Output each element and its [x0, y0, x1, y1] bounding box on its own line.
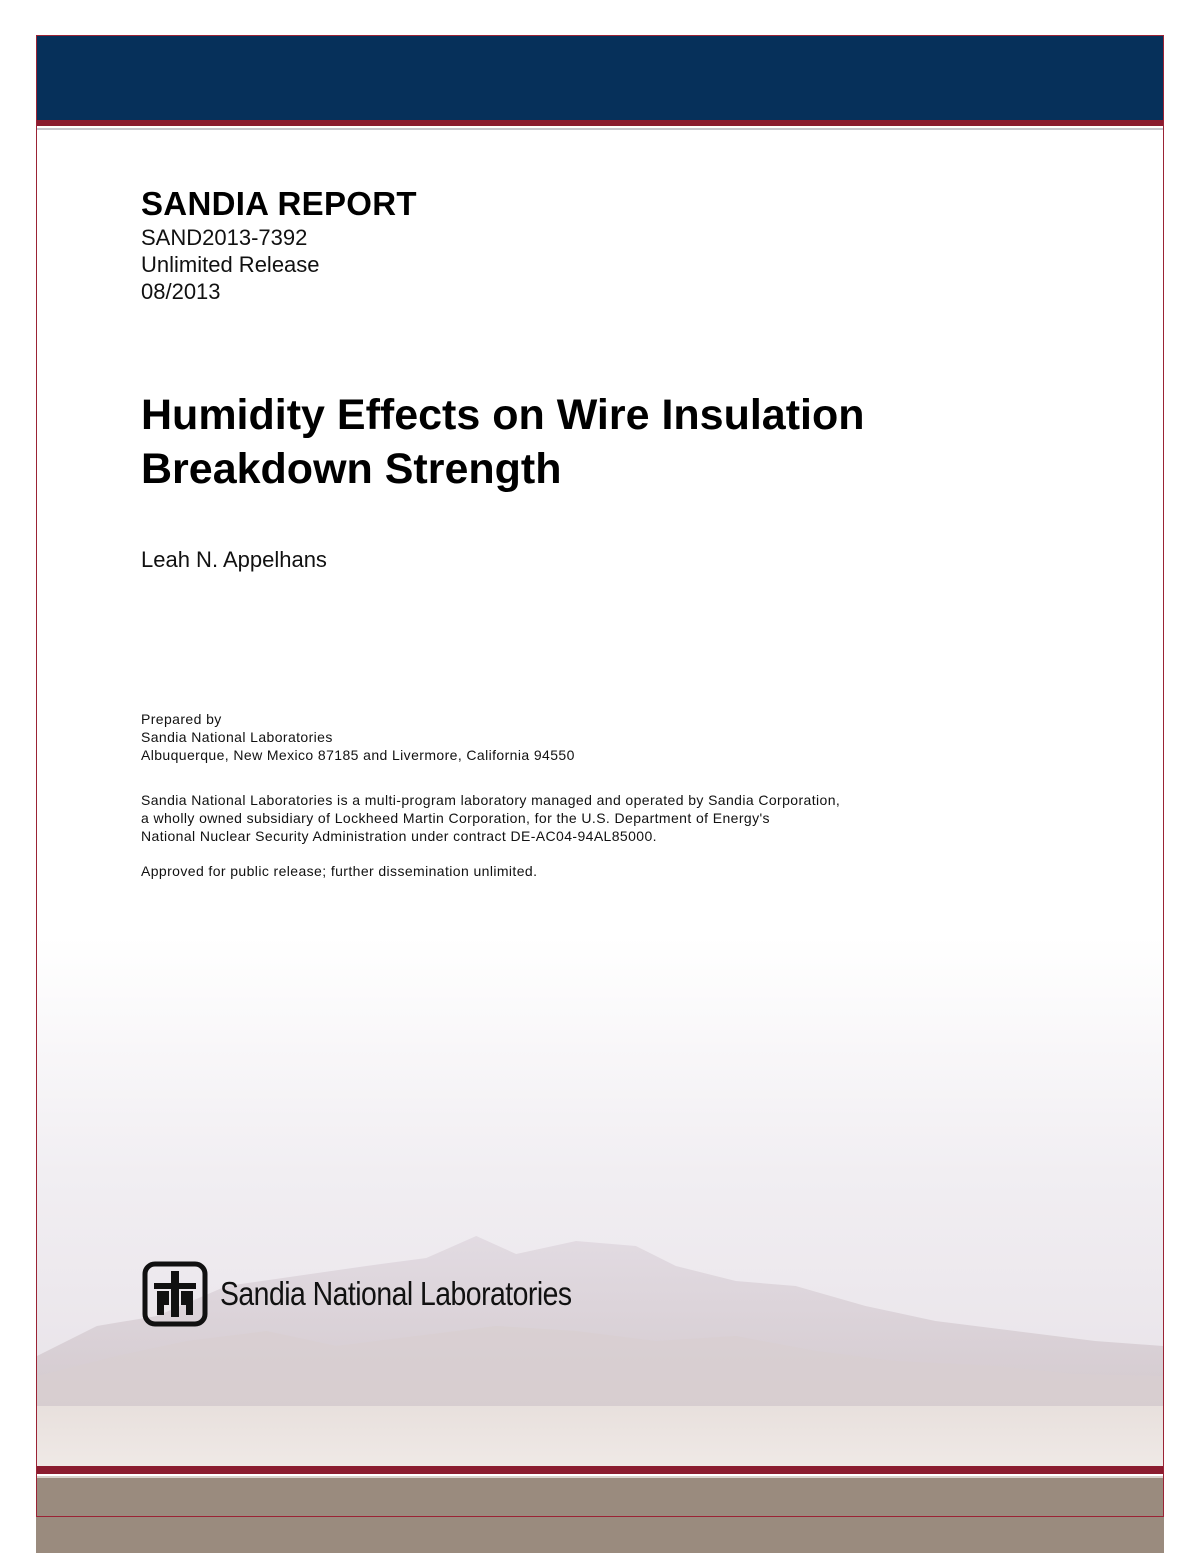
header-band [37, 36, 1163, 120]
header-accent-stripe [37, 120, 1163, 126]
prepared-by-block [141, 710, 575, 764]
author-name: Leah N. Appelhans [141, 547, 327, 572]
footer-accent-stripe [37, 1466, 1163, 1474]
title-line: Humidity Effects on Wire Insulation [141, 391, 865, 439]
about-line: a wholly owned subsidiary of Lockheed Martin Corporation, for the U.S. Department of Energy's [141, 810, 770, 826]
report-title [141, 388, 1041, 496]
title-line: Breakdown Strength [141, 445, 562, 493]
report-date: 08/2013 [141, 279, 221, 304]
about-line: National Nuclear Security Administration under contract DE-AC04-94AL85000. [141, 828, 657, 844]
report-number: SAND2013-7392 [141, 225, 308, 250]
prepared-by-label: Prepared by [141, 711, 222, 727]
sandia-thunderbird-icon [142, 1261, 208, 1327]
report-info [141, 184, 417, 305]
about-line: Sandia National Laboratories is a multi-program laboratory managed and operated by Sandia Corporation, [141, 792, 841, 808]
about-statement [141, 791, 1001, 845]
prepared-by-org: Sandia National Laboratories [141, 729, 333, 745]
footer-band [37, 1478, 1163, 1517]
report-heading: SANDIA REPORT [141, 185, 417, 222]
sandia-logo [142, 1260, 629, 1328]
header-divider [37, 128, 1163, 130]
sandia-logo-text: Sandia National Laboratories [220, 1275, 572, 1312]
mountain-landscape-image [37, 936, 1163, 1466]
prepared-by-address: Albuquerque, New Mexico 87185 and Livermore, California 94550 [141, 747, 575, 763]
release-statement: Approved for public release; further dissemination unlimited. [141, 863, 538, 879]
footer-band-lower [36, 1517, 1164, 1553]
release-status: Unlimited Release [141, 252, 320, 277]
